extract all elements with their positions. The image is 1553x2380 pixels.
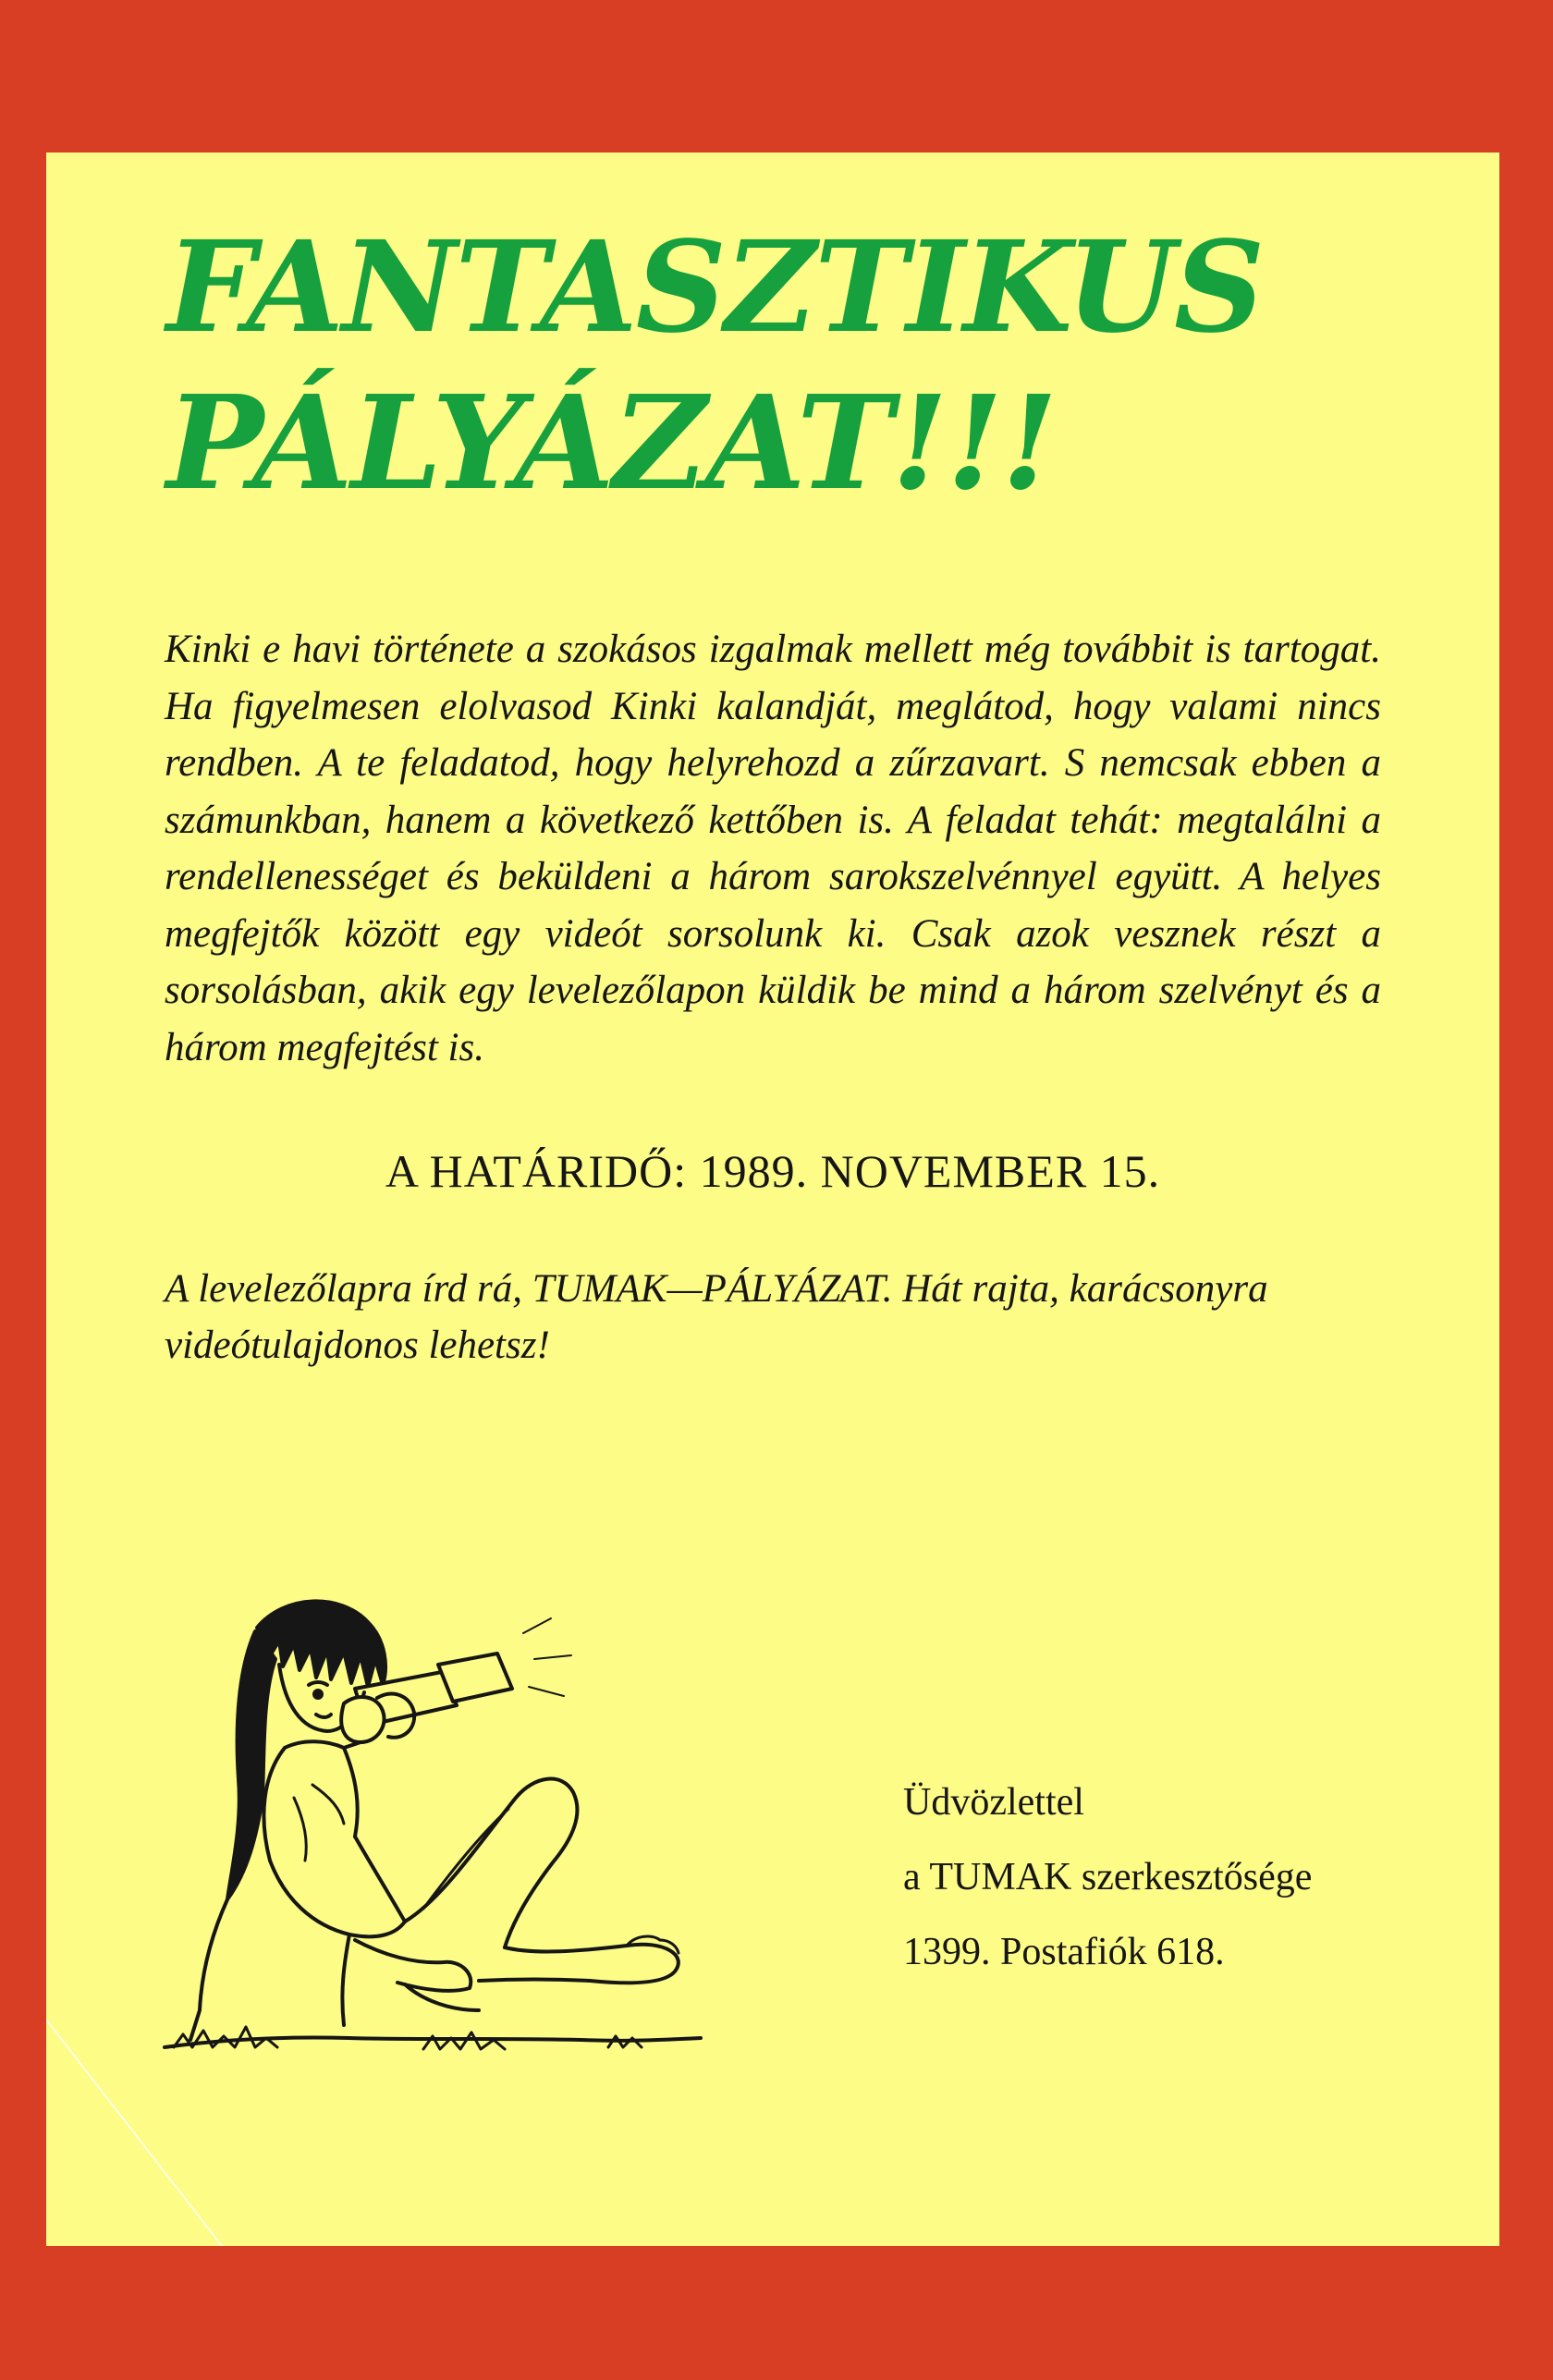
headline-line-1: FANTASZTIKUS [166,214,1264,361]
signature-sender: a TUMAK szerkesztősége [903,1856,1313,1898]
signature-address: 1399. Postafiók 618. [903,1931,1225,1973]
deadline: A HATÁRIDŐ: 1989. NOVEMBER 15. [385,1145,1161,1197]
postcard-instructions: A levelezőlapra írd rá, TUMAK—PÁLYÁZAT. Hát rajta, karácsonyra videótulajdonos lehetsz! [165,1267,1268,1367]
headline-line-2: PÁLYÁZAT!!! [166,368,1057,519]
boy-with-telescope-illustration [146,1567,793,2066]
contest-description: Kinki e havi története a szokásos izgalmak mellett még továbbit is tartogat. Ha figyelmesen elolvasod Kinki kalandját, meglátod, hogy valami nincs rendben. A te feladatod, hogy helyrehozd a zűrzavart. S nemcsak ebben a számunkban, hanem a következő kettőben is. A feladat tehát: megtalálni a rendellenességet és beküldeni a három sarokszelvénnyel együtt. A helyes megfejtők között egy videót sorsolunk ki. Csak azok vesznek részt a sorsolásban, akik egy levelezőlapon küldik be mind a három szelvényt és a három megfejtést is. [165,628,1381,1069]
signature-block [903,1765,1458,1990]
signature-greeting: Üdvözlettel [903,1781,1084,1824]
contest-page [46,153,1499,2246]
